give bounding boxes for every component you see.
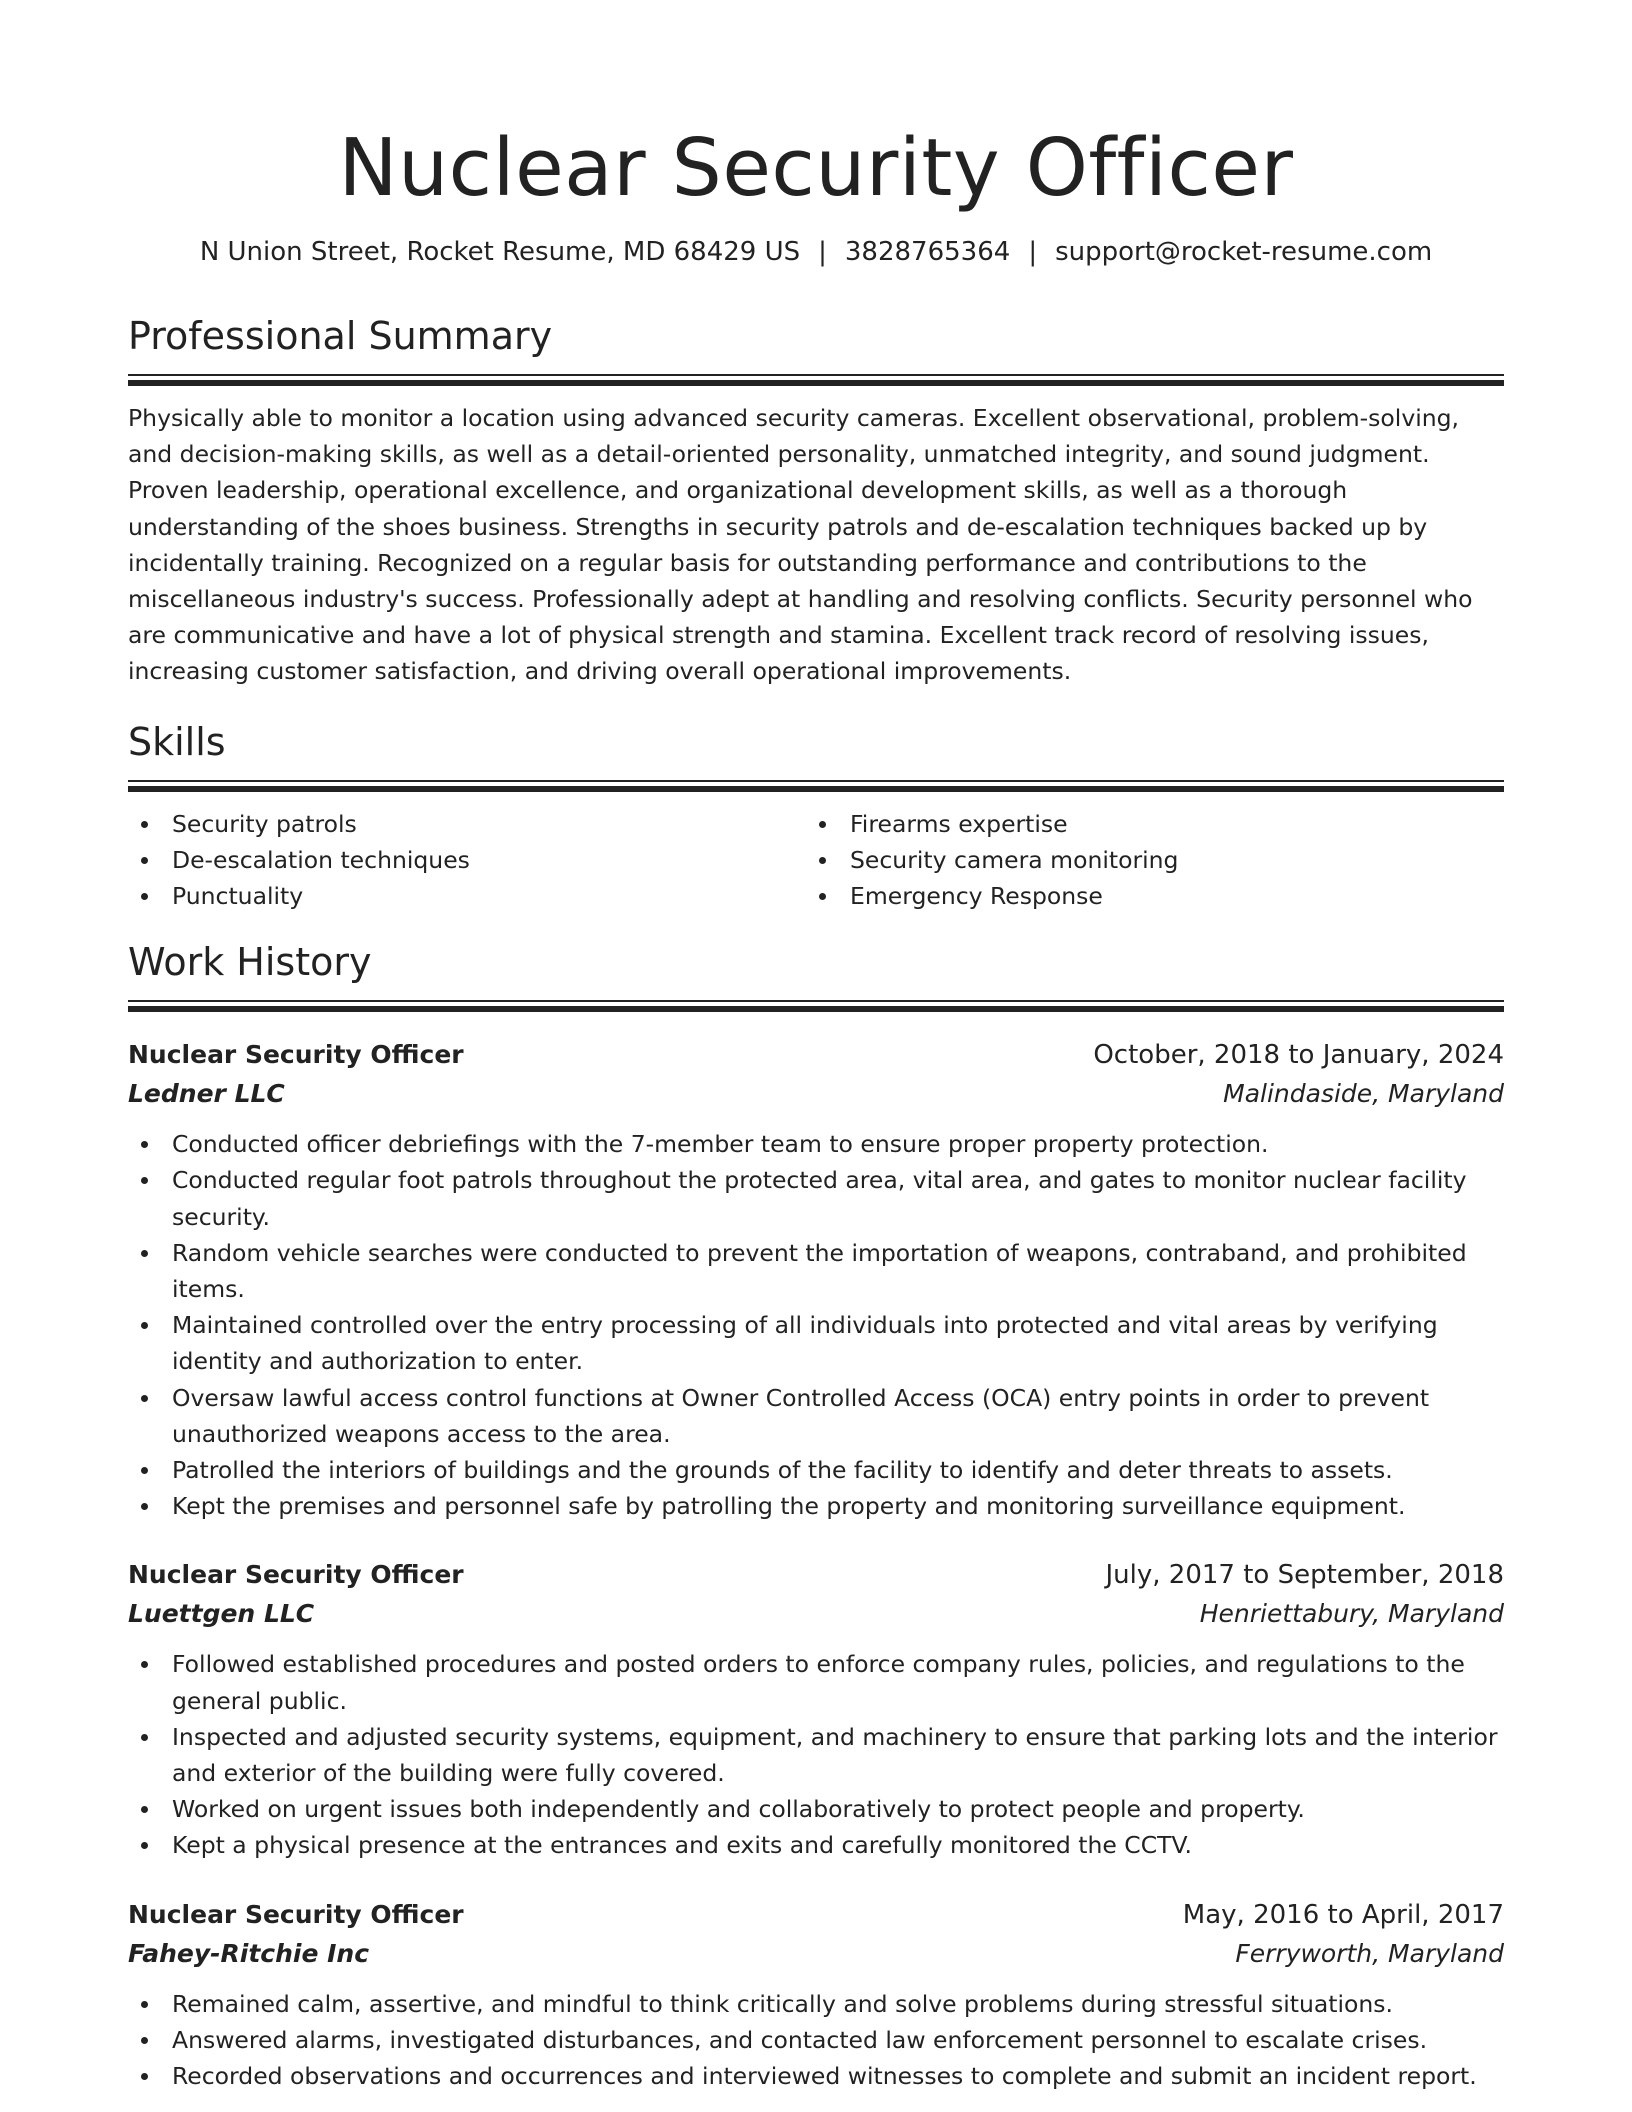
- job-location: Malindaside, Maryland: [1223, 1079, 1504, 1109]
- job-subheader: [128, 1594, 1504, 1634]
- job-location: Henriettabury, Maryland: [1199, 1599, 1504, 1629]
- job-title: Nuclear Security Officer: [128, 1040, 464, 1070]
- summary-heading: Professional Summary: [128, 314, 553, 358]
- work-history-heading: Work History: [128, 940, 372, 985]
- job-duties: [128, 1986, 1504, 2095]
- skill-item: Emergency Response: [806, 878, 1484, 914]
- job-duty: Inspected and adjusted security systems, equipment, and machinery to ensure that parking lots and the interior and exterior of the building were fully covered.: [128, 1719, 1504, 1791]
- resume-page: [128, 0, 1504, 2094]
- job-duty: Recorded observations and occurrences and interviewed witnesses to complete and submit an incident report.: [128, 2058, 1504, 2094]
- skill-item: Punctuality: [128, 878, 806, 914]
- contact-address: N Union Street, Rocket Resume, MD 68429 US: [199, 237, 801, 267]
- job-duty: Random vehicle searches were conducted to prevent the importation of weapons, contraband, and prohibited items.: [128, 1235, 1504, 1307]
- section-divider: [128, 1000, 1504, 1012]
- job-entry: [128, 1036, 1504, 1524]
- job-duties: [128, 1646, 1504, 1863]
- skills-column-right: [806, 806, 1484, 915]
- skills-list: [128, 806, 1504, 915]
- contact-line: [128, 234, 1504, 270]
- job-dates: July, 2017 to September, 2018: [1105, 1560, 1504, 1591]
- summary-text: Physically able to monitor a location using advanced security cameras. Excellent observational, problem-solving, and decision-making skills, as well as a detail-oriented personality, unmatched integrity, and sound judgment. Proven leadership, operational excellence, and organizational development skills, as well as a thorough understanding of the shoes business. Strengths in security patrols and de-escalation techniques backed up by incidentally training. Recognized on a regular basis for outstanding performance and contributions to the miscellaneous industry's success. Professionally adept at handling and resolving conflicts. Security personnel who are communicative and have a lot of physical strength and stamina. Excellent track record of resolving issues, increasing customer satisfaction, and driving overall operational improvements.: [128, 404, 1473, 686]
- contact-phone: 3828765364: [844, 237, 1011, 267]
- skill-item: Firearms expertise: [806, 806, 1484, 842]
- job-duty: Answered alarms, investigated disturbances, and contacted law enforcement personnel to escalate crises.: [128, 2022, 1504, 2058]
- section-divider: [128, 374, 1504, 386]
- job-duty: Followed established procedures and posted orders to enforce company rules, policies, and regulations to the general public.: [128, 1646, 1504, 1718]
- job-header: [128, 1896, 1504, 1934]
- skill-item: De-escalation techniques: [128, 842, 806, 878]
- job-location: Ferryworth, Maryland: [1235, 1938, 1504, 1968]
- job-header: [128, 1036, 1504, 1074]
- contact-separator: |: [818, 237, 827, 267]
- job-title: Nuclear Security Officer: [128, 1899, 464, 1929]
- job-company: Luettgen LLC: [128, 1599, 315, 1629]
- job-duty: Conducted officer debriefings with the 7-member team to ensure proper property protection.: [128, 1126, 1504, 1162]
- job-title: Nuclear Security Officer: [128, 1560, 464, 1590]
- job-duty: Patrolled the interiors of buildings and the grounds of the facility to identify and deter threats to assets.: [128, 1452, 1504, 1488]
- job-dates: October, 2018 to January, 2024: [1093, 1040, 1504, 1071]
- job-duty: Kept the premises and personnel safe by patrolling the property and monitoring surveillance equipment.: [128, 1488, 1504, 1524]
- job-duty: Remained calm, assertive, and mindful to think critically and solve problems during stressful situations.: [128, 1986, 1504, 2022]
- skill-item: Security camera monitoring: [806, 842, 1484, 878]
- job-duty: Worked on urgent issues both independently and collaboratively to protect people and property.: [128, 1791, 1504, 1827]
- job-duty: Oversaw lawful access control functions at Owner Controlled Access (OCA) entry points in order to prevent unauthorized weapons access to the area.: [128, 1380, 1504, 1452]
- job-entry: [128, 1896, 1504, 2095]
- contact-separator: |: [1028, 237, 1038, 267]
- job-company: Ledner LLC: [128, 1079, 285, 1109]
- skill-item: Security patrols: [128, 806, 806, 842]
- contact-email: support@rocket-resume.com: [1055, 237, 1433, 267]
- job-subheader: [128, 1934, 1504, 1974]
- job-dates: May, 2016 to April, 2017: [1182, 1899, 1504, 1930]
- skills-column-left: [128, 806, 806, 915]
- job-duty: Kept a physical presence at the entrances and exits and carefully monitored the CCTV.: [128, 1827, 1504, 1863]
- section-divider: [128, 780, 1504, 792]
- job-header: [128, 1556, 1504, 1594]
- job-duty: Maintained controlled over the entry processing of all individuals into protected and vital areas by verifying identity and authorization to enter.: [128, 1307, 1504, 1379]
- job-entry: [128, 1556, 1504, 1863]
- job-company: Fahey-Ritchie Inc: [128, 1938, 370, 1968]
- job-duties: [128, 1126, 1504, 1524]
- job-duty: Conducted regular foot patrols throughout the protected area, vital area, and gates to monitor nuclear facility security.: [128, 1162, 1504, 1234]
- skills-heading: Skills: [128, 719, 226, 764]
- job-subheader: [128, 1074, 1504, 1114]
- candidate-name: Nuclear Security Officer: [338, 122, 1294, 214]
